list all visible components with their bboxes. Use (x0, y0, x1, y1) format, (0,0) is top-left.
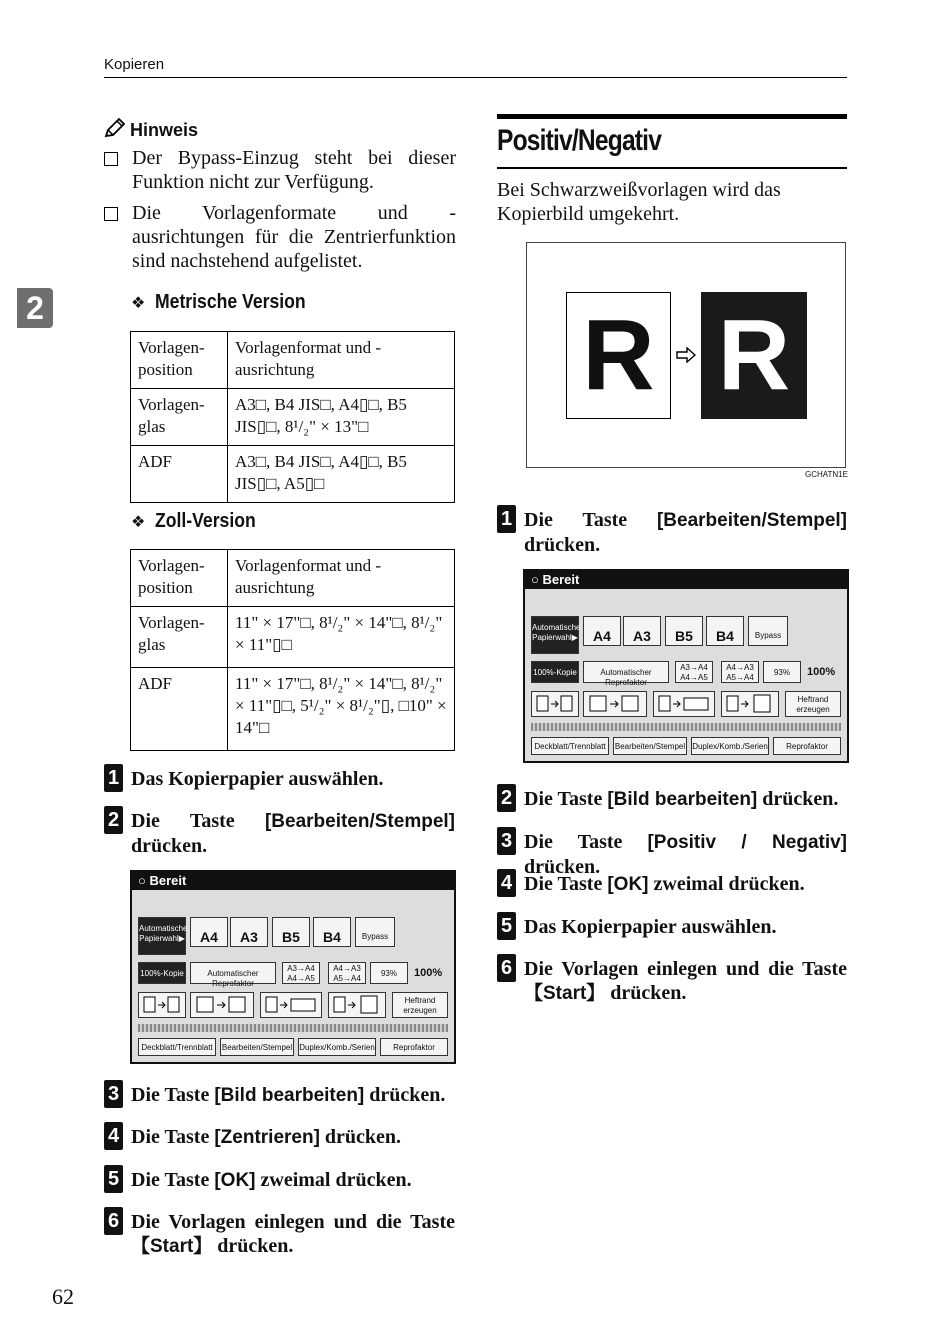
step-number: 3 (497, 827, 516, 855)
table-row (131, 668, 455, 751)
preset-ratio-button[interactable]: 93% (370, 962, 408, 984)
step-text: Die Taste [Bild bearbeiten] drücken. (131, 1084, 446, 1106)
key-label: [OK] (214, 1170, 256, 1191)
reduce-button[interactable]: A3→A4 A4→A5 (675, 661, 713, 683)
enlarge-button[interactable]: A4→A3 A5→A4 (328, 962, 366, 984)
table-cell: ADF (131, 668, 228, 751)
tray-button[interactable]: A3 (230, 917, 268, 947)
step-text: Das Kopierpapier auswählen. (524, 916, 777, 938)
step-text: Die Taste [OK] zweimal drücken. (524, 873, 805, 895)
step-text: Das Kopierpapier auswählen. (131, 768, 384, 790)
step-text: Die Vorlagen einlegen und die Taste 【Start】 drücken. (524, 958, 847, 1004)
copy100-button[interactable]: 100%-Kopie (531, 661, 579, 683)
key-label: 【Start】 (131, 1236, 213, 1257)
control-panel-screenshot (130, 870, 456, 1064)
key-label: 【Start】 (524, 983, 606, 1004)
auto-paper-button[interactable]: Automatische Papierwahl▶ (531, 616, 579, 654)
step (497, 872, 847, 897)
series-icon[interactable] (721, 691, 779, 717)
key-label: [Positiv / Negativ] (647, 832, 848, 853)
table-cell: 11" × 17"□, 8¹/₂" × 14"□, 8¹/₂" × 11"▯□, 5¹/₂" × 8¹/₂"▯, □10" × 14"□ (228, 668, 455, 751)
auto-repro-button[interactable]: Automatischer Reprofaktor (583, 661, 669, 683)
book-copy-icon[interactable] (583, 691, 647, 717)
copy100-button[interactable]: 100%-Kopie (138, 962, 186, 984)
running-header: Kopieren (104, 56, 165, 73)
inch-heading (131, 510, 270, 533)
step (104, 1168, 455, 1193)
tab-duplex[interactable]: Duplex/Komb./Serien (298, 1038, 376, 1056)
tab-cover[interactable]: Deckblatt/Trennblatt (138, 1038, 216, 1056)
diamond-bullet-icon: ❖ (131, 294, 146, 312)
key-label: [Zentrieren] (214, 1127, 320, 1148)
table-row (131, 446, 455, 503)
note-title: Hinweis (130, 120, 199, 140)
step (104, 767, 455, 792)
table-row (131, 389, 455, 446)
note-text: Die Vorlagenformate und -ausrichtungen für die Zentrierfunktion sind nachstehend aufgelistet. (132, 202, 456, 272)
step-text: Die Taste [OK] zweimal drücken. (131, 1169, 412, 1191)
zoom-readout: 100% (807, 666, 836, 678)
step-text: Die Taste [Bearbeiten/Stempel] drücken. (524, 509, 847, 556)
step-number: 4 (497, 869, 516, 897)
reduce-button[interactable]: A3→A4 A4→A5 (282, 962, 320, 984)
tray-button[interactable]: B4 (313, 917, 351, 947)
control-panel-screenshot (523, 569, 849, 763)
step-number: 1 (104, 764, 123, 792)
step-number: 2 (104, 806, 123, 834)
note-text: Der Bypass-Einzug steht bei dieser Funktion nicht zur Verfügung. (132, 147, 456, 193)
figure-code: GCHATN1E (805, 470, 848, 479)
step (497, 787, 847, 812)
bypass-button[interactable]: Bypass (748, 616, 788, 646)
combine-icon[interactable] (653, 691, 715, 717)
step-text: Die Taste [Zentrieren] drücken. (131, 1126, 402, 1148)
table-cell: A3□, B4 JIS□, A4▯□, B5 JIS▯□, A5▯□ (228, 446, 455, 503)
table-cell: Vorlagen-glas (131, 389, 228, 446)
step (497, 915, 847, 940)
step-text: Die Taste [Positiv / Negativ] drücken. (524, 831, 848, 878)
intro-text: Bei Schwarzweißvorlagen wird das Kopierbild umgekehrt. (497, 179, 781, 225)
negative-letter: R (701, 292, 807, 419)
status-bar: ○ Bereit (525, 571, 847, 589)
note-heading (104, 118, 198, 143)
table-cell: A3□, B4 JIS□, A4▯□, B5 JIS▯□, 8¹/₂" × 13"□ (228, 389, 455, 446)
step-number: 2 (497, 784, 516, 812)
panel-separator (531, 723, 841, 731)
duplex-1-1-icon[interactable] (531, 691, 579, 717)
step-text: Die Vorlagen einlegen und die Taste 【Start】 drücken. (131, 1211, 455, 1257)
tab-reduce-enlarge[interactable]: Reprofaktor (380, 1038, 448, 1056)
step-text: Die Taste [Bearbeiten/Stempel] drücken. (131, 810, 455, 857)
tray-button[interactable]: B4 (706, 616, 744, 646)
step-number: 6 (104, 1207, 123, 1235)
step-text: Die Taste [Bild bearbeiten] drücken. (524, 788, 839, 810)
table-cell: Vorlagenformat und -ausrichtung (228, 550, 455, 607)
auto-paper-button[interactable]: Automatische Papierwahl▶ (138, 917, 186, 955)
key-label: [Bearbeiten/Stempel] (656, 510, 847, 531)
step-number: 5 (497, 912, 516, 940)
metric-format-table (130, 331, 455, 503)
checkbox-bullet-icon (104, 207, 118, 221)
status-bar: ○ Bereit (132, 872, 454, 890)
tray-button[interactable]: A4 (190, 917, 228, 947)
inch-title: Zoll-Version (155, 510, 257, 532)
step-number: 6 (497, 954, 516, 982)
panel-separator (138, 1024, 448, 1032)
tray-button[interactable]: A3 (623, 616, 661, 646)
table-cell: Vorlagen-position (131, 550, 228, 607)
auto-repro-button[interactable]: Automatischer Reprofaktor (190, 962, 276, 984)
table-cell: ADF (131, 446, 228, 503)
arrow-right-icon (676, 347, 696, 368)
book-copy-icon[interactable] (190, 992, 254, 1018)
section-rule-bottom (497, 167, 847, 169)
step (497, 508, 847, 557)
positive-letter: R (566, 292, 671, 419)
tab-edit-stamp[interactable]: Bearbeiten/Stempel (613, 737, 687, 755)
margin-button[interactable]: Heftrand erzeugen (785, 691, 841, 717)
diamond-bullet-icon: ❖ (131, 513, 146, 531)
chapter-tab: 2 (17, 288, 53, 328)
metric-title: Metrische Version (155, 291, 306, 313)
margin-button[interactable]: Heftrand erzeugen (392, 992, 448, 1018)
note-item (104, 201, 456, 273)
table-cell: Vorlagen-glas (131, 607, 228, 668)
tray-button[interactable]: B5 (272, 917, 310, 947)
note-item (104, 146, 456, 194)
step-number: 3 (104, 1080, 123, 1108)
key-label: [Bild bearbeiten] (607, 789, 758, 810)
step-number: 4 (104, 1122, 123, 1150)
table-row (131, 607, 455, 668)
step-number: 5 (104, 1165, 123, 1193)
checkbox-bullet-icon (104, 152, 118, 166)
table-cell: 11" × 17"□, 8¹/₂" × 14"□, 8¹/₂" × 11"▯□ (228, 607, 455, 668)
section-rule-top (497, 114, 847, 119)
table-cell: Vorlagenformat und -ausrichtung (228, 332, 455, 389)
combine-icon[interactable] (260, 992, 322, 1018)
key-label: [Bild bearbeiten] (214, 1085, 365, 1106)
table-header-row (131, 332, 455, 389)
table-cell: Vorlagen-position (131, 332, 228, 389)
preset-ratio-button[interactable]: 93% (763, 661, 801, 683)
header-rule (104, 77, 847, 78)
bypass-button[interactable]: Bypass (355, 917, 395, 947)
step (104, 1125, 455, 1150)
pencil-icon (104, 118, 126, 143)
step (104, 1083, 455, 1108)
section-title: Positiv/Negativ (497, 124, 662, 157)
tab-duplex[interactable]: Duplex/Komb./Serien (691, 737, 769, 755)
step (497, 957, 847, 1006)
page-number: 62 (52, 1284, 74, 1309)
duplex-1-1-icon[interactable] (138, 992, 186, 1018)
key-label: [Bearbeiten/Stempel] (264, 811, 455, 832)
series-icon[interactable] (328, 992, 386, 1018)
table-header-row (131, 550, 455, 607)
inch-format-table (130, 549, 455, 751)
step (104, 809, 455, 858)
tab-edit-stamp[interactable]: Bearbeiten/Stempel (220, 1038, 294, 1056)
metric-heading (131, 291, 327, 314)
tray-button[interactable]: A4 (583, 616, 621, 646)
zoom-readout: 100% (414, 967, 443, 979)
enlarge-button[interactable]: A4→A3 A5→A4 (721, 661, 759, 683)
step (104, 1210, 455, 1259)
tab-cover[interactable]: Deckblatt/Trennblatt (531, 737, 609, 755)
tab-reduce-enlarge[interactable]: Reprofaktor (773, 737, 841, 755)
tray-button[interactable]: B5 (665, 616, 703, 646)
step-number: 1 (497, 505, 516, 533)
positive-negative-figure (526, 242, 846, 468)
key-label: [OK] (607, 874, 649, 895)
